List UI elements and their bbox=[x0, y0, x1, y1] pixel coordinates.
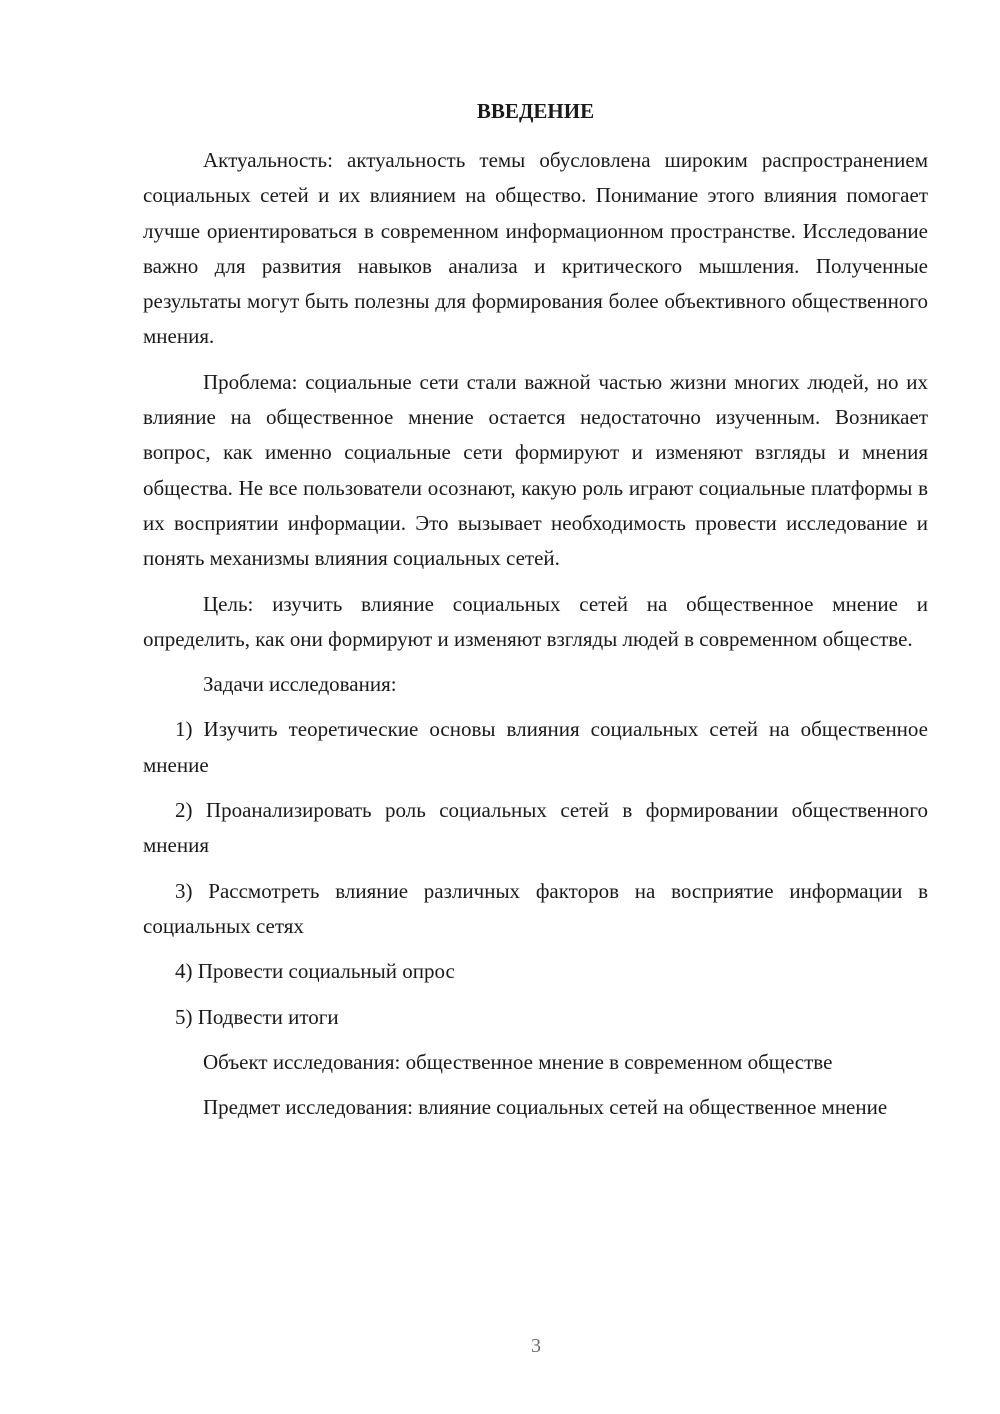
task-text: Подвести итоги bbox=[197, 1004, 339, 1029]
tasks-list bbox=[143, 712, 928, 1034]
task-number: 2) bbox=[175, 798, 193, 823]
task-item bbox=[143, 1000, 928, 1035]
research-object-paragraph: Объект исследования: общественное мнение в современном обществе bbox=[203, 1049, 833, 1074]
goal-paragraph: Цель: изучить влияние социальных сетей на общественное мнение и определить, как они формируют и изменяют взгляды людей в современном обществе. bbox=[143, 591, 928, 651]
tasks-heading: Задачи исследования: bbox=[203, 672, 397, 697]
task-item bbox=[143, 793, 928, 864]
task-text: Проанализировать роль социальных сетей в формировании общественного мнения bbox=[143, 798, 928, 858]
problem-paragraph: Проблема: социальные сети стали важной частью жизни многих людей, но их влияние на общественное мнение остается недостаточно изученным. Возникает вопрос, как именно социальные сети формируют и изменяют взгляды и мнения общества. Не все пользователи осознают, какую роль играют социальные платформы в их восприятии информации. Это вызывает необходимость провести исследование и понять механизмы влияния социальных сетей. bbox=[143, 369, 928, 571]
page-content bbox=[143, 94, 928, 1125]
task-item bbox=[143, 874, 928, 945]
task-text: Рассмотреть влияние различных факторов на восприятие информации в социальных сетях bbox=[143, 878, 928, 938]
research-subject-paragraph: Предмет исследования: влияние социальных сетей на общественное мнение bbox=[203, 1095, 888, 1120]
task-item bbox=[143, 712, 928, 783]
task-text: Изучить теоретические основы влияния социальных сетей на общественное мнение bbox=[143, 717, 929, 777]
task-item bbox=[143, 954, 928, 989]
page-number: 3 bbox=[531, 1335, 541, 1357]
task-text: Провести социальный опрос bbox=[197, 959, 455, 984]
section-title: ВВЕДЕНИЕ bbox=[476, 99, 595, 123]
relevance-paragraph: Актуальность: актуальность темы обусловлена широким распространением социальных сетей и их влиянием на общество. Понимание этого влияния помогает лучше ориентироваться в современном информационном пространстве. Исследование важно для развития навыков анализа и критического мышления. Полученные результаты могут быть полезны для формирования более объективного общественного мнения. bbox=[143, 148, 928, 349]
task-number: 3) bbox=[175, 878, 193, 903]
task-number: 4) bbox=[175, 959, 193, 984]
task-number: 1) bbox=[175, 717, 193, 742]
task-number: 5) bbox=[175, 1004, 193, 1029]
